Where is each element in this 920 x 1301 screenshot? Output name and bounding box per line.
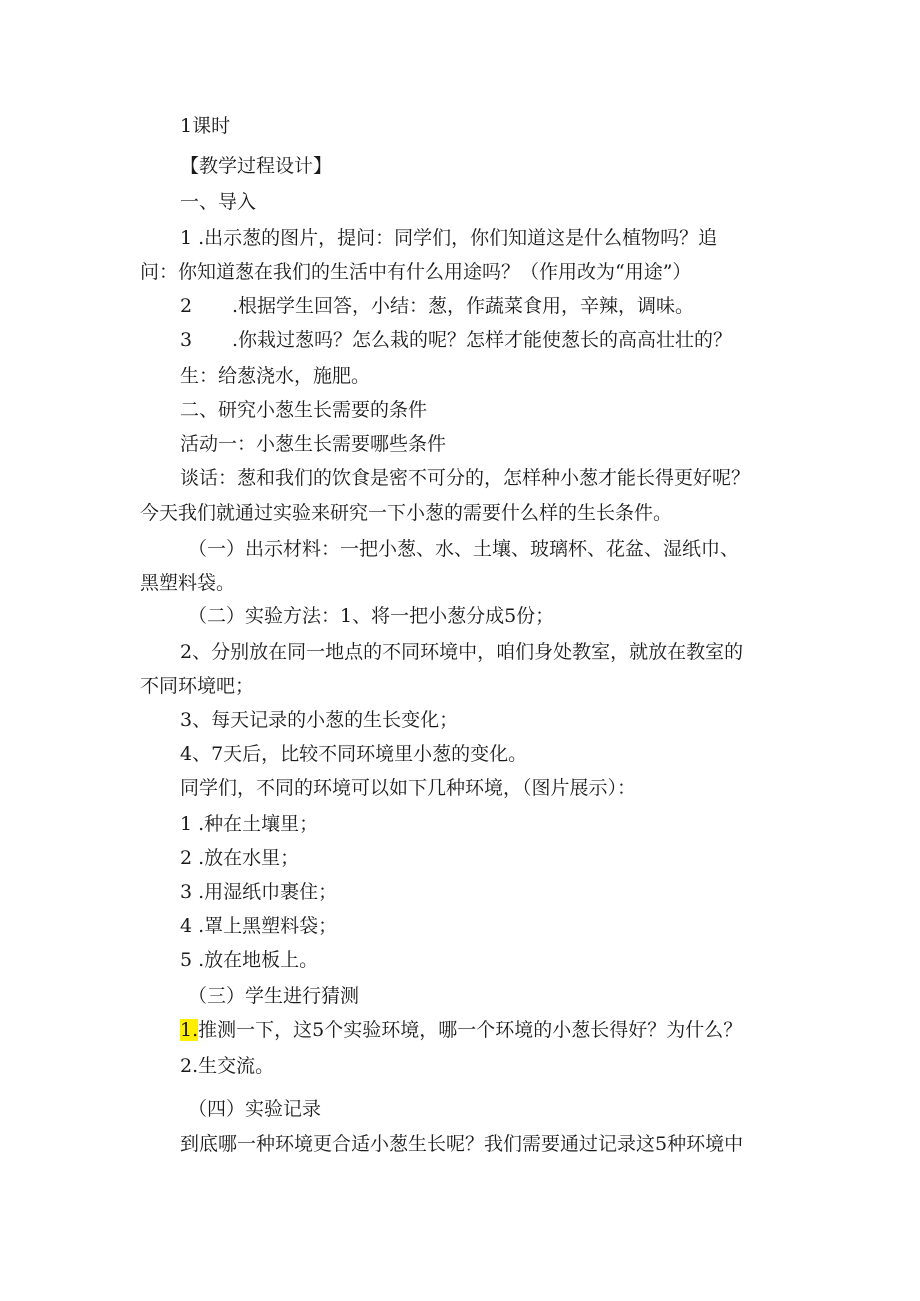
method-4: 4、7天后，比较不同环境里小葱的变化。 [180, 743, 528, 765]
materials-line-2: 黑塑料袋。 [140, 572, 236, 594]
paragraph-3 [180, 328, 732, 352]
paragraph-3-number: 3 [180, 329, 193, 351]
part2-title: 二、研究小葱生长需要的条件 [180, 399, 428, 421]
environment-item: 5 .放在地板上。 [180, 949, 319, 971]
highlighted-number: 1. [180, 1019, 199, 1041]
guess-item-1 [180, 1018, 742, 1042]
record-title: （四）实验记录 [188, 1098, 322, 1120]
method-3: 3、每天记录的小葱的生长变化； [180, 709, 459, 731]
paragraph-2-text: .根据学生回答，小结：葱，作蔬菜食用，辛辣，调味。 [232, 295, 695, 317]
record-line-1: 到底哪一种环境更合适小葱生长呢？我们需要通过记录这5种环境中 [180, 1133, 744, 1155]
paragraph-1-line-2: 问：你知道葱在我们的生活中有什么用途吗？（作用改为“用途”） [140, 261, 692, 283]
paragraph-2-number: 2 [180, 295, 193, 317]
environment-item: 3 .用湿纸巾裹住； [180, 881, 338, 903]
section-title: 【教学过程设计】 [180, 155, 333, 177]
environment-intro: 同学们，不同的环境可以如下几种环境，（图片展示）： [180, 777, 637, 799]
method-line-1: （二）实验方法：1、将一把小葱分成5份； [188, 605, 555, 627]
paragraph-3-text: .你栽过葱吗？怎么栽的呢？怎样才能使葱长的高高壮壮的？ [232, 329, 733, 351]
guess-title: （三）学生进行猜测 [188, 985, 360, 1007]
talk-line-2: 今天我们就通过实验来研究一下小葱的需要什么样的生长条件。 [140, 502, 673, 524]
part1-title: 一、导入 [180, 191, 257, 213]
activity-1-title: 活动一：小葱生长需要哪些条件 [180, 433, 447, 455]
paragraph-1-line-1: 1 .出示葱的图片，提问：同学们，你们知道这是什么植物吗？追 [180, 227, 718, 249]
paragraph-2 [180, 294, 694, 318]
talk-line-1: 谈话：葱和我们的饮食是密不可分的，怎样种小葱才能长得更好呢？ [180, 467, 751, 489]
environment-item: 2 .放在水里； [180, 847, 300, 869]
guess-item-2: 2.生交流。 [180, 1055, 275, 1077]
method-2-line-2: 不同环境吧； [140, 675, 255, 697]
environment-item: 4 .罩上黑塑料袋； [180, 915, 338, 937]
environment-item: 1 .种在土壤里； [180, 813, 319, 835]
materials-line-1: （一）出示材料：一把小葱、水、土壤、玻璃杯、花盆、湿纸巾、 [188, 538, 740, 560]
guess-item-1-text: 推测一下，这5个实验环境，哪一个环境的小葱长得好？为什么？ [198, 1019, 743, 1041]
method-2-line-1: 2、分别放在同一地点的不同环境中，咱们身处教室，就放在教室的 [180, 641, 744, 663]
student-answer: 生：给葱浇水，施肥。 [180, 365, 371, 387]
lesson-count: 1课时 [180, 115, 231, 137]
